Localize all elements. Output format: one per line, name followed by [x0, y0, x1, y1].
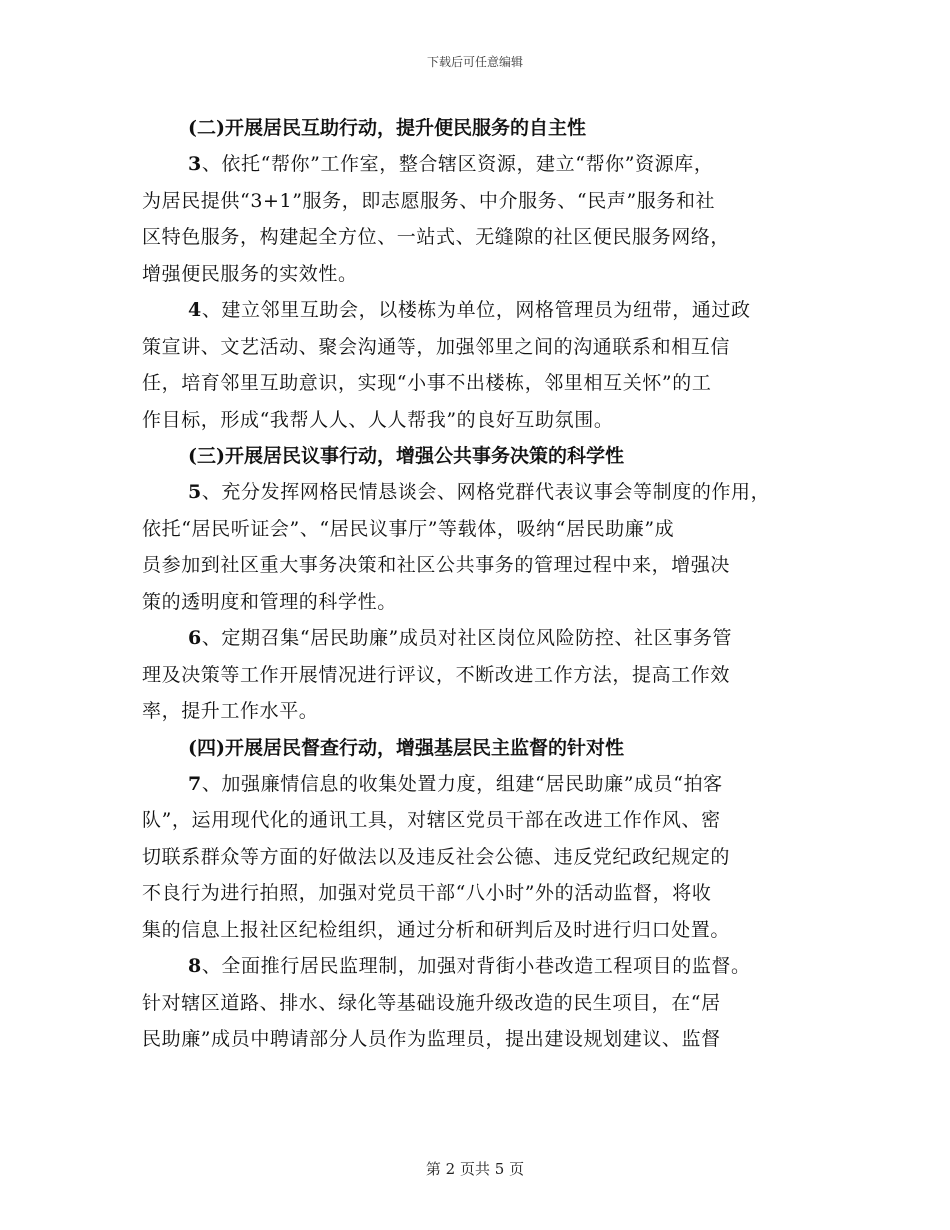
section-heading: (二)开展居民互助行动，提升便民服务的自主性: [188, 117, 586, 139]
line-text: 、加强廉情信息的收集处置力度，组建“居民助廉”成员“拍客: [201, 772, 723, 795]
line-text: 区特色服务，构建起全方位、一站式、无缝隙的社区便民服务网络，: [142, 226, 731, 248]
paragraph-line: [142, 802, 807, 839]
paragraph-line: [142, 912, 807, 949]
item-number: 7: [188, 772, 202, 795]
paragraph-line: [142, 766, 807, 803]
line-text: 切联系群众等方面的好做法以及违反社会公德、违反党纪政纪规定的: [142, 845, 731, 868]
paragraph-line: [142, 511, 807, 548]
paragraph-line: [142, 219, 807, 256]
line-text: 员参加到社区重大事务决策和社区公共事务的管理过程中来，增强决: [142, 554, 731, 576]
paragraph-line: [142, 657, 807, 694]
item-number: 3: [188, 153, 202, 175]
item-number: 6: [188, 627, 202, 649]
paragraph: [142, 620, 807, 730]
line-text: 、定期召集“居民助廉”成员对社区岗位风险防控、社区事务管: [201, 627, 733, 649]
line-text: 依托“居民听证会”、“居民议事厅”等载体，吸纳“居民助廉”成: [142, 517, 675, 540]
paragraph-line: [142, 365, 807, 402]
paragraph-line: [142, 1021, 807, 1058]
line-text: 增强便民服务的实效性。: [142, 262, 358, 285]
line-text: 针对辖区道路、排水、绿化等基础设施升级改造的民生项目，在“居: [142, 991, 721, 1014]
paragraph-line: [142, 256, 807, 293]
paragraph-line: [142, 329, 807, 366]
line-text: 、充分发挥网格民情恳谈会、网格党群代表议事会等制度的作用，: [201, 481, 771, 503]
paragraph-line: [142, 620, 807, 657]
paragraph-line: [142, 584, 807, 621]
section-heading: (四)开展居民督查行动，增强基层民主监督的针对性: [188, 736, 624, 759]
paragraph-line: [142, 693, 807, 730]
paragraph-line: [142, 146, 807, 183]
paragraph: [142, 474, 807, 620]
paragraph-line: [142, 985, 807, 1022]
paragraph-line: [142, 839, 807, 876]
paragraph: [142, 146, 807, 292]
line-text: 集的信息上报社区纪检组织，通过分析和研判后及时进行归口处置。: [142, 918, 731, 941]
page-header: 下载后可任意编辑: [426, 55, 523, 69]
line-text: 率，提升工作水平。: [142, 700, 319, 722]
paragraph: [142, 766, 807, 949]
line-text: 、依托“帮你”工作室，整合辖区资源，建立“帮你”资源库，: [201, 153, 714, 175]
paragraph-line: [142, 183, 807, 220]
page-footer: 第 2 页共 5 页: [425, 1160, 525, 1178]
paragraph-line: [142, 292, 807, 329]
item-number: 5: [188, 481, 202, 503]
line-text: 、全面推行居民监理制，加强对背街小巷改造工程项目的监督。: [201, 955, 751, 977]
line-text: 民助廉”成员中聘请部分人员作为监理员，提出建设规划建议、监督: [142, 1028, 721, 1050]
line-text: 策的透明度和管理的科学性。: [142, 590, 397, 613]
line-text: 、建立邻里互助会，以楼栋为单位，网格管理员为纽带，通过政: [201, 299, 751, 321]
line-text: 策宣讲、文艺活动、聚会沟通等，加强邻里之间的沟通联系和相互信: [142, 335, 731, 358]
paragraph-line: [142, 402, 807, 439]
paragraph-line: [142, 547, 807, 584]
line-text: 理及决策等工作开展情况进行评议，不断改进工作方法，提高工作效: [142, 663, 731, 686]
paragraph: [142, 292, 807, 438]
line-text: 不良行为进行拍照，加强对党员干部“八小时”外的活动监督，将收: [142, 882, 712, 904]
document-body: [142, 110, 807, 1058]
paragraph: [142, 948, 807, 1058]
line-text: 为居民提供“3+1”服务，即志愿服务、中介服务、“民声”服务和社: [142, 189, 716, 212]
section-heading: (三)开展居民议事行动，增强公共事务决策的科学性: [188, 445, 624, 467]
paragraph-line: [142, 875, 807, 912]
line-text: 任，培育邻里互助意识，实现“小事不出楼栋，邻里相互关怀”的工: [142, 372, 712, 394]
paragraph-line: [142, 474, 807, 511]
item-number: 8: [188, 955, 202, 977]
item-number: 4: [188, 299, 202, 321]
line-text: 作目标，形成“我帮人人、人人帮我”的良好互助氛围。: [142, 408, 614, 431]
paragraph-line: [142, 948, 807, 985]
line-text: 队”，运用现代化的通讯工具，对辖区党员干部在改进工作作风、密: [142, 809, 721, 831]
